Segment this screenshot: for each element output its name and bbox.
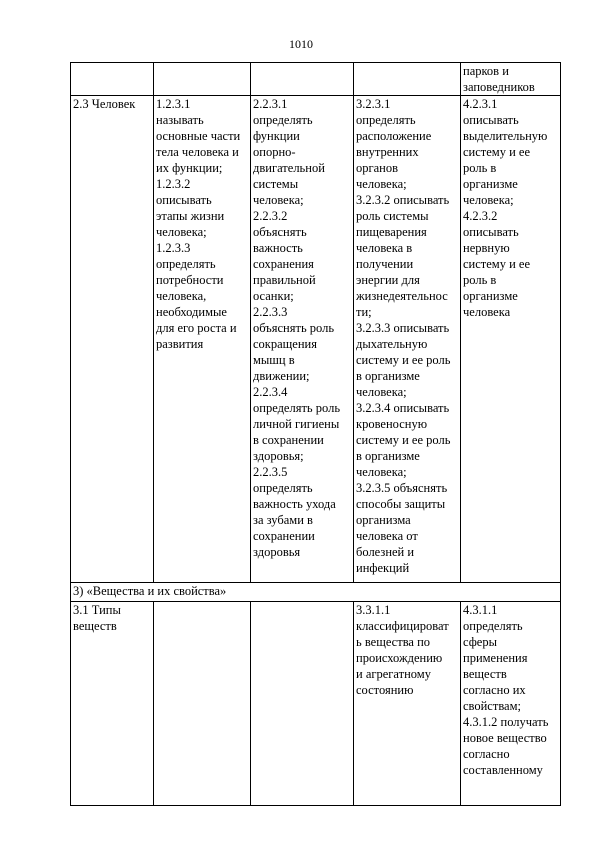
table-row (71, 602, 561, 806)
table-cell (71, 63, 154, 96)
table-cell (154, 602, 251, 806)
grade-2-objectives-cell: 2.2.3.1 определять функции опорно- двигательной системы человека; 2.2.3.2 объяснять важность сохранения правильной осанки; 2.2.3.3 объяснять роль сокращения мышц в движении; 2.2.3.4 определять роль личной гигиены в сохранении здоровья; 2.2.3.5 определять важность ухода за зубами в сохранении здоровья (251, 96, 354, 583)
curriculum-table (70, 62, 561, 806)
table-cell (154, 63, 251, 96)
subsection-label-cell: 3.1 Типы веществ (71, 602, 154, 806)
grade-4-objectives-cell: 4.3.1.1 определять сферы применения веществ согласно их свойствам; 4.3.1.2 получать новое вещество согласно составленному (461, 602, 561, 806)
table-cell (354, 63, 461, 96)
grade-3-objectives-cell: 3.3.1.1 классифицироват ь вещества по происхождению и агрегатному состоянию (354, 602, 461, 806)
table-row (71, 63, 561, 96)
table-cell: парков и заповедников (461, 63, 561, 96)
table-cell (251, 602, 354, 806)
section-heading-row (71, 583, 561, 602)
table-cell (251, 63, 354, 96)
section-heading: 3) «Вещества и их свойства» (71, 583, 561, 602)
grade-3-objectives-cell: 3.2.3.1 определять расположение внутренних органов человека; 3.2.3.2 описывать роль системы пищеварения человека в получении энергии для жизнедеятельнос ти; 3.2.3.3 описывать дыхательную систему и ее роль в организме человека; 3.2.3.4 описывать кровеносную систему и ее роль в организме человека; 3.2.3.5 объяснять способы защиты организма человека от болезней и инфекций (354, 96, 461, 583)
page-number: 1010 (289, 37, 313, 51)
table-row (71, 96, 561, 583)
grade-1-objectives-cell: 1.2.3.1 называть основные части тела человека и их функции; 1.2.3.2 описывать этапы жизни человека; 1.2.3.3 определять потребности человека, необходимые для его роста и развития (154, 96, 251, 583)
grade-4-objectives-cell: 4.2.3.1 описывать выделительную систему и ее роль в организме человека; 4.2.3.2 описывать нервную систему и ее роль в организме человека (461, 96, 561, 583)
subsection-label-cell: 2.3 Человек (71, 96, 154, 583)
